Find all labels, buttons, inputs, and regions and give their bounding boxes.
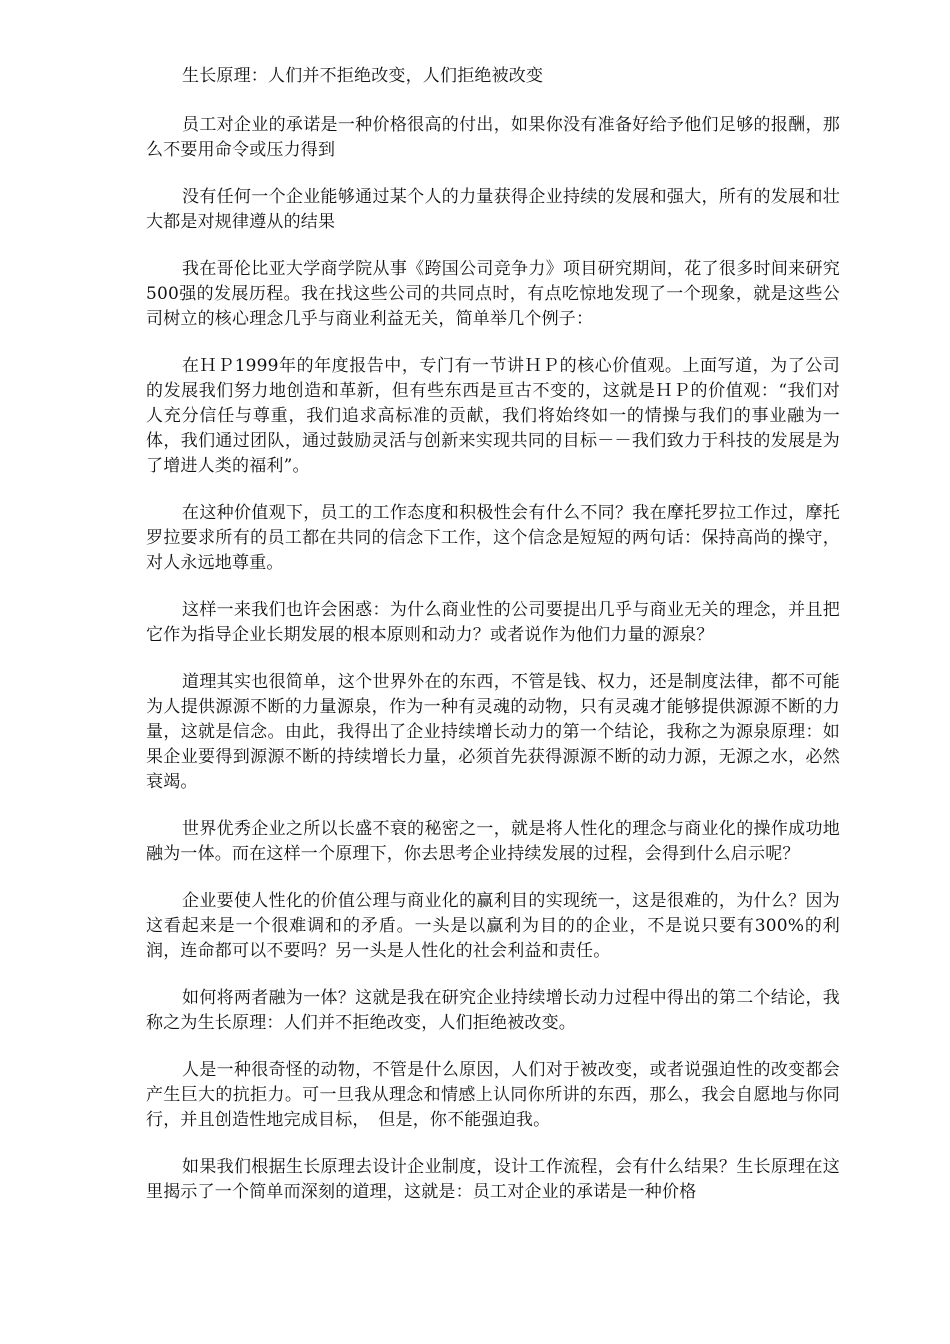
paragraph-confusion: 这样一来我们也许会困惑：为什么商业性的公司要提出几乎与商业无关的理念，并且把它作为指导企业长期发展的根本原则和动力？或者说作为他们力量的源泉？ [146, 600, 840, 645]
paragraph-hp-values: 在ＨＰ1999年的年度报告中，专门有一节讲ＨＰ的核心价值观。上面写道，为了公司的发展我们努力地创造和革新，但有些东西是亘古不变的，这就是ＨＰ的价值观：“我们对人充分信任与尊重，我们追求高标准的贡献，我们将始终如一的情操与我们的事业融为一体，我们通过团队，通过鼓励灵活与创新来实现共同的目标－－我们致力于科技的发展是为了增进人类的福利”。 [146, 356, 840, 476]
paragraph-design-system: 如果我们根据生长原理去设计企业制度，设计工作流程，会有什么结果？生长原理在这里揭示了一个简单而深刻的道理，这就是：员工对企业的承诺是一种价格 [146, 1157, 840, 1202]
document-page [146, 64, 840, 1227]
paragraph-growth-principle-heading: 生长原理：人们并不拒绝改变，人们拒绝被改变 [182, 66, 544, 86]
paragraph-follow-rules: 没有任何一个企业能够通过某个人的力量获得企业持续的发展和强大，所有的发展和壮大都是对规律遵从的结果 [146, 187, 840, 232]
paragraph-excellent-companies: 世界优秀企业之所以长盛不衰的秘密之一，就是将人性化的理念与商业化的操作成功地融为一体。而在这样一个原理下，你去思考企业持续发展的过程，会得到什么启示呢？ [146, 819, 840, 864]
paragraph-contradiction: 企业要使人性化的价值公理与商业化的赢利目的实现统一，这是很难的，为什么？因为这看起来是一个很难调和的矛盾。一头是以赢利为目的的企业，不是说只要有300%的利润，连命都可以不要吗？另一头是人性化的社会利益和责任。 [146, 891, 840, 961]
paragraph-source-principle: 道理其实也很简单，这个世界外在的东西，不管是钱、权力，还是制度法律，都不可能为人提供源源不断的力量源泉，作为一种有灵魂的动物，只有灵魂才能够提供源源不断的力量，这就是信念。由此，我得出了企业持续增长动力的第一个结论，我称之为源泉原理：如果企业要得到源源不断的持续增长力量，必须首先获得源源不断的动力源，无源之水，必然衰竭。 [146, 672, 840, 792]
paragraph-employee-commitment: 员工对企业的承诺是一种价格很高的付出，如果你没有准备好给予他们足够的报酬，那么不要用命令或压力得到 [146, 115, 840, 160]
paragraph-second-conclusion: 如何将两者融为一体？这就是我在研究企业持续增长动力过程中得出的第二个结论，我称之为生长原理：人们并不拒绝改变，人们拒绝被改变。 [146, 988, 840, 1033]
paragraph-resistance: 人是一种很奇怪的动物，不管是什么原因，人们对于被改变，或者说强迫性的改变都会产生巨大的抗拒力。可一旦我从理念和情感上认同你所讲的东西，那么，我会自愿地与你同行，并且创造性地完成目标， 但是，你不能强迫我。 [146, 1060, 840, 1130]
paragraph-motorola: 在这种价值观下，员工的工作态度和积极性会有什么不同？我在摩托罗拉工作过，摩托罗拉要求所有的员工都在共同的信念下工作，这个信念是短短的两句话：保持高尚的操守，对人永远地尊重。 [146, 503, 840, 573]
paragraph-columbia-research: 我在哥伦比亚大学商学院从事《跨国公司竞争力》项目研究期间，花了很多时间来研究500强的发展历程。我在找这些公司的共同点时，有点吃惊地发现了一个现象，就是这些公司树立的核心理念几乎与商业利益无关，简单举几个例子： [146, 259, 840, 329]
